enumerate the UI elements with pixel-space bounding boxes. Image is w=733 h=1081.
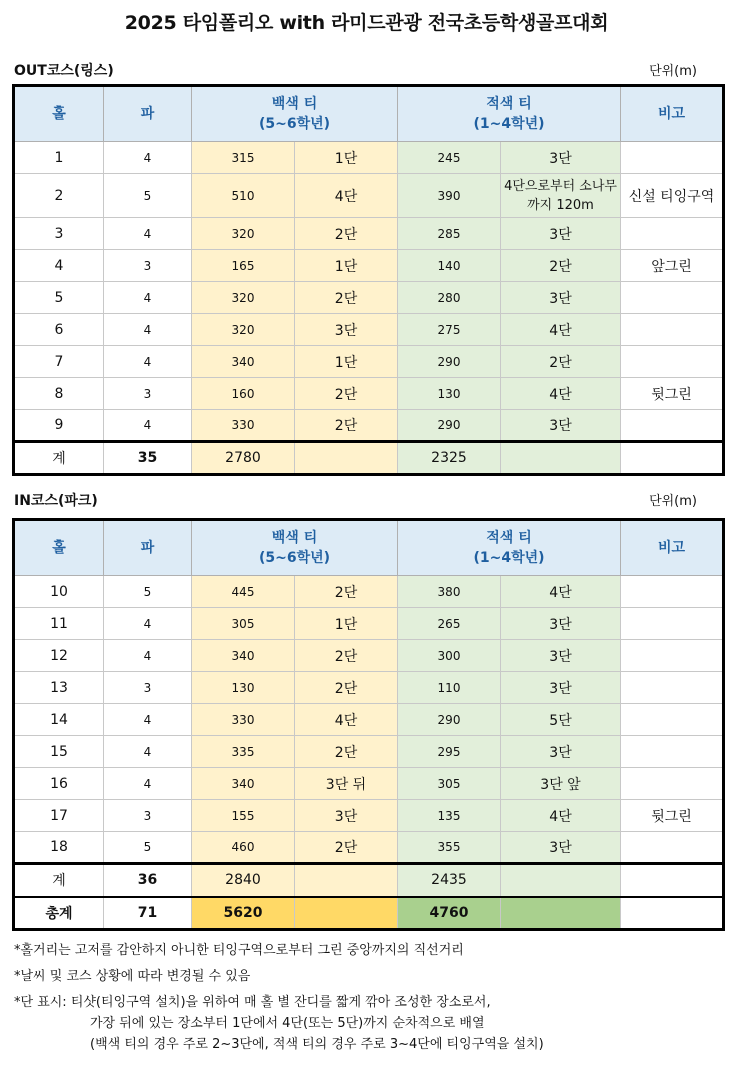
hole-par: 4: [104, 704, 192, 736]
in-sum-row: [14, 864, 724, 897]
header-white-tee: [192, 520, 398, 576]
red-distance: 355: [398, 832, 501, 864]
hole-remark: 뒷그린: [621, 800, 724, 832]
hole-number: 18: [14, 832, 104, 864]
out-unit-label: 단위(m): [649, 64, 697, 79]
red-distance: 285: [398, 218, 501, 250]
hole-remark: [621, 282, 724, 314]
sum-label: 계: [14, 442, 104, 475]
hole-row: [14, 640, 724, 672]
white-tee-tier: 1단: [295, 346, 398, 378]
hole-number: 12: [14, 640, 104, 672]
red-tee-tier: 3단: [501, 142, 621, 174]
white-distance: 445: [192, 576, 295, 608]
white-distance: 460: [192, 832, 295, 864]
header-white-tee-label: 백색 티: [271, 530, 318, 546]
hole-remark: 뒷그린: [621, 378, 724, 410]
total-white: 5620: [192, 897, 295, 930]
header-remark: 비고: [621, 86, 724, 142]
hole-number: 5: [14, 282, 104, 314]
header-par: 파: [104, 86, 192, 142]
red-distance: 110: [398, 672, 501, 704]
hole-par: 4: [104, 608, 192, 640]
hole-number: 2: [14, 174, 104, 218]
note-tier-definition: *단 표시: 티샷(티잉구역 설치)을 위하여 매 홀 별 잔디를 짧게 깎아 조성한 장소로서,: [14, 995, 491, 1010]
red-tee-tier: 2단: [501, 346, 621, 378]
header-white-tee-label: 백색 티: [271, 96, 318, 112]
hole-number: 6: [14, 314, 104, 346]
hole-remark: 신설 티잉구역: [621, 174, 724, 218]
white-distance: 340: [192, 346, 295, 378]
white-tee-tier: 3단 뒤: [295, 768, 398, 800]
red-distance: 305: [398, 768, 501, 800]
header-red-grade: (1~4학년): [473, 550, 545, 566]
header-white-grade: (5~6학년): [258, 550, 331, 566]
white-tee-tier: 3단: [295, 314, 398, 346]
header-red-grade: (1~4학년): [473, 116, 545, 132]
red-tee-tier: 3단: [501, 410, 621, 442]
in-table-body: [14, 576, 724, 864]
white-distance: 305: [192, 608, 295, 640]
total-label: 총계: [14, 897, 104, 930]
red-distance: 280: [398, 282, 501, 314]
hole-number: 15: [14, 736, 104, 768]
white-distance: 340: [192, 640, 295, 672]
hole-remark: [621, 218, 724, 250]
hole-par: 3: [104, 800, 192, 832]
hole-number: 7: [14, 346, 104, 378]
red-distance: 380: [398, 576, 501, 608]
hole-par: 5: [104, 576, 192, 608]
total-white-empty: [295, 897, 398, 930]
hole-par: 4: [104, 218, 192, 250]
hole-number: 13: [14, 672, 104, 704]
red-distance: 245: [398, 142, 501, 174]
out-course-table: [12, 84, 725, 476]
white-tee-tier: 2단: [295, 378, 398, 410]
hole-remark: [621, 608, 724, 640]
red-distance: 275: [398, 314, 501, 346]
hole-number: 9: [14, 410, 104, 442]
sum-red-empty: [501, 864, 621, 897]
white-distance: 330: [192, 704, 295, 736]
white-tee-tier: 2단: [295, 736, 398, 768]
red-tee-tier: 3단: [501, 282, 621, 314]
hole-row: [14, 218, 724, 250]
white-distance: 155: [192, 800, 295, 832]
hole-remark: [621, 672, 724, 704]
hole-par: 3: [104, 672, 192, 704]
note-change: *날씨 및 코스 상황에 따라 변경될 수 있음: [14, 969, 251, 984]
note-tier-usage: (백색 티의 경우 주로 2~3단에, 적색 티의 경우 주로 3~4단에 티잉구역을 설치): [90, 1037, 544, 1052]
sum-white: 2840: [192, 864, 295, 897]
red-tee-tier: 3단: [501, 640, 621, 672]
white-tee-tier: 1단: [295, 250, 398, 282]
red-distance: 290: [398, 704, 501, 736]
hole-par: 4: [104, 346, 192, 378]
total-par: 71: [104, 897, 192, 930]
red-distance: 290: [398, 346, 501, 378]
white-tee-tier: 1단: [295, 608, 398, 640]
sum-red: 2435: [398, 864, 501, 897]
header-remark: 비고: [621, 520, 724, 576]
hole-par: 4: [104, 768, 192, 800]
hole-row: [14, 378, 724, 410]
hole-par: 4: [104, 736, 192, 768]
white-tee-tier: 2단: [295, 640, 398, 672]
hole-number: 14: [14, 704, 104, 736]
hole-row: [14, 832, 724, 864]
hole-row: [14, 704, 724, 736]
sum-remark-empty: [621, 442, 724, 475]
hole-remark: 앞그린: [621, 250, 724, 282]
hole-number: 10: [14, 576, 104, 608]
red-tee-tier: 4단: [501, 378, 621, 410]
white-tee-tier: 2단: [295, 576, 398, 608]
hole-row: [14, 410, 724, 442]
red-distance: 135: [398, 800, 501, 832]
white-distance: 320: [192, 282, 295, 314]
header-red-tee: [398, 520, 621, 576]
white-tee-tier: 3단: [295, 800, 398, 832]
hole-remark: [621, 314, 724, 346]
red-tee-tier: 3단: [501, 218, 621, 250]
hole-par: 4: [104, 282, 192, 314]
hole-number: 1: [14, 142, 104, 174]
hole-row: [14, 174, 724, 218]
red-tee-tier: 4단: [501, 800, 621, 832]
header-white-tee: [192, 86, 398, 142]
hole-remark: [621, 640, 724, 672]
white-distance: 315: [192, 142, 295, 174]
hole-row: [14, 608, 724, 640]
grand-total-row: [14, 897, 724, 930]
white-distance: 340: [192, 768, 295, 800]
header-hole: 홀: [14, 86, 104, 142]
white-distance: 320: [192, 218, 295, 250]
hole-par: 3: [104, 378, 192, 410]
sum-white-empty: [295, 442, 398, 475]
in-course-table: [12, 518, 725, 931]
header-hole: 홀: [14, 520, 104, 576]
hole-row: [14, 576, 724, 608]
white-tee-tier: 2단: [295, 410, 398, 442]
total-red-empty: [501, 897, 621, 930]
page-title: 2025 타임폴리오 with 라미드관광 전국초등학생골프대회: [124, 12, 609, 34]
red-tee-tier: 4단으로부터 소나무까지 120m: [501, 174, 621, 218]
total-red: 4760: [398, 897, 501, 930]
hole-number: 3: [14, 218, 104, 250]
white-tee-tier: 1단: [295, 142, 398, 174]
white-tee-tier: 2단: [295, 218, 398, 250]
in-unit-label: 단위(m): [649, 494, 697, 509]
hole-number: 11: [14, 608, 104, 640]
hole-remark: [621, 736, 724, 768]
sum-label: 계: [14, 864, 104, 897]
red-tee-tier: 4단: [501, 314, 621, 346]
header-white-grade: (5~6학년): [258, 116, 331, 132]
hole-number: 16: [14, 768, 104, 800]
hole-row: [14, 768, 724, 800]
note-distance: *홀거리는 고저를 감안하지 아니한 티잉구역으로부터 그린 중앙까지의 직선거리: [14, 943, 464, 958]
hole-row: [14, 800, 724, 832]
white-tee-tier: 2단: [295, 282, 398, 314]
hole-row: [14, 346, 724, 378]
hole-number: 8: [14, 378, 104, 410]
hole-row: [14, 314, 724, 346]
sum-remark-empty: [621, 864, 724, 897]
sum-red-empty: [501, 442, 621, 475]
red-distance: 300: [398, 640, 501, 672]
hole-row: [14, 142, 724, 174]
sum-white-empty: [295, 864, 398, 897]
sum-par: 36: [104, 864, 192, 897]
red-tee-tier: 3단: [501, 832, 621, 864]
red-tee-tier: 3단: [501, 736, 621, 768]
hole-number: 4: [14, 250, 104, 282]
hole-row: [14, 736, 724, 768]
white-distance: 330: [192, 410, 295, 442]
red-tee-tier: 3단 앞: [501, 768, 621, 800]
hole-par: 3: [104, 250, 192, 282]
red-tee-tier: 3단: [501, 672, 621, 704]
white-distance: 130: [192, 672, 295, 704]
hole-remark: [621, 346, 724, 378]
out-course-label: OUT코스(링스): [14, 63, 114, 79]
red-distance: 295: [398, 736, 501, 768]
total-remark-empty: [621, 897, 724, 930]
white-distance: 510: [192, 174, 295, 218]
notes: [14, 940, 719, 1055]
hole-par: 4: [104, 314, 192, 346]
hole-par: 4: [104, 640, 192, 672]
hole-par: 4: [104, 142, 192, 174]
white-distance: 320: [192, 314, 295, 346]
hole-row: [14, 282, 724, 314]
white-distance: 160: [192, 378, 295, 410]
red-tee-tier: 5단: [501, 704, 621, 736]
hole-remark: [621, 704, 724, 736]
sum-red: 2325: [398, 442, 501, 475]
in-sum: [14, 864, 724, 930]
white-distance: 165: [192, 250, 295, 282]
white-tee-tier: 4단: [295, 174, 398, 218]
hole-remark: [621, 410, 724, 442]
hole-remark: [621, 768, 724, 800]
header-red-tee-label: 적색 티: [486, 96, 532, 112]
sum-white: 2780: [192, 442, 295, 475]
red-distance: 265: [398, 608, 501, 640]
white-tee-tier: 2단: [295, 672, 398, 704]
out-sum: [14, 442, 724, 475]
hole-remark: [621, 576, 724, 608]
white-tee-tier: 4단: [295, 704, 398, 736]
header-par: 파: [104, 520, 192, 576]
red-distance: 290: [398, 410, 501, 442]
hole-row: [14, 250, 724, 282]
white-tee-tier: 2단: [295, 832, 398, 864]
hole-par: 4: [104, 410, 192, 442]
red-tee-tier: 3단: [501, 608, 621, 640]
hole-number: 17: [14, 800, 104, 832]
hole-par: 5: [104, 174, 192, 218]
red-distance: 140: [398, 250, 501, 282]
hole-row: [14, 672, 724, 704]
red-distance: 130: [398, 378, 501, 410]
in-course-label: IN코스(파크): [14, 493, 98, 509]
red-tee-tier: 2단: [501, 250, 621, 282]
hole-remark: [621, 142, 724, 174]
hole-par: 5: [104, 832, 192, 864]
header-red-tee: [398, 86, 621, 142]
hole-remark: [621, 832, 724, 864]
red-distance: 390: [398, 174, 501, 218]
red-tee-tier: 4단: [501, 576, 621, 608]
out-sum-row: [14, 442, 724, 475]
note-tier-order: 가장 뒤에 있는 장소부터 1단에서 4단(또는 5단)까지 순차적으로 배열: [90, 1016, 485, 1031]
white-distance: 335: [192, 736, 295, 768]
out-table-body: [14, 142, 724, 442]
sum-par: 35: [104, 442, 192, 475]
header-red-tee-label: 적색 티: [486, 530, 532, 546]
